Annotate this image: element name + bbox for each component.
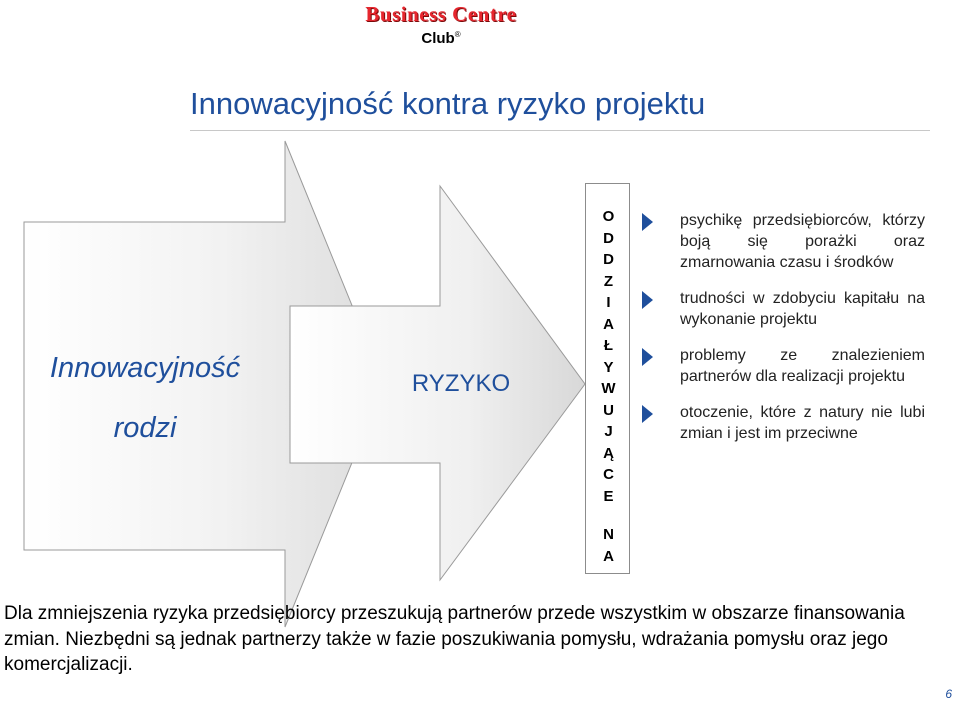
vertical-letter: O	[602, 208, 615, 225]
list-item	[640, 402, 925, 444]
bullet-text: psychikę przedsiębiorców, którzy boją się porażki oraz zmarnowania czasu i środków	[680, 212, 925, 271]
page-title: Innowacyjność kontra ryzyko projektu	[190, 86, 706, 121]
summary-paragraph: Dla zmniejszenia ryzyka przedsiębiorcy przeszukują partnerów przede wszystkim w obszarze finansowania zmian. Niezbędni są jednak partnerzy także w fazie poszukiwania pomysłu, wdrażania pomysłu oraz jego komercjalizacji.	[4, 603, 905, 675]
vertical-letter: Z	[603, 272, 614, 290]
vertical-word-2	[586, 524, 631, 567]
list-item	[640, 288, 925, 330]
vertical-letter: A	[603, 547, 614, 565]
vertical-letter: D	[603, 229, 614, 247]
innovation-block	[30, 338, 260, 458]
vertical-word-1	[586, 206, 631, 507]
vertical-letter: U	[603, 401, 614, 419]
vertical-letter: W	[601, 380, 616, 397]
vertical-letter: J	[604, 423, 613, 440]
logo-line2: Club®	[421, 30, 461, 47]
page-number: 6	[945, 687, 952, 701]
vertical-word-box	[585, 183, 630, 574]
list-item	[640, 210, 925, 273]
innovation-verb: rodzi	[113, 412, 177, 444]
vertical-letter: N	[603, 526, 614, 543]
innovation-label: Innowacyjność	[49, 352, 241, 384]
vertical-letter: E	[603, 487, 614, 505]
vertical-letter: Ą	[603, 444, 614, 462]
bullet-text: problemy ze znalezieniem partnerów dla realizacji projektu	[680, 347, 925, 385]
vertical-letter: C	[603, 466, 614, 483]
bullet-arrow-icon	[642, 213, 653, 231]
bullet-text: trudności w zdobyciu kapitału na wykonanie projektu	[680, 290, 925, 328]
bullet-list	[640, 210, 925, 459]
bullet-text: otoczenie, które z natury nie lubi zmian i jest im przeciwne	[680, 404, 925, 442]
vertical-letter: I	[606, 294, 611, 311]
vertical-letter: A	[603, 315, 614, 333]
bullet-arrow-icon	[642, 348, 653, 366]
vertical-letter: Ł	[603, 337, 614, 354]
vertical-letter: Y	[603, 358, 614, 376]
risk-label: RYZYKO	[411, 370, 511, 397]
bullet-arrow-icon	[642, 291, 653, 309]
logo-line1: Business Centre	[365, 2, 517, 26]
vertical-letter: D	[603, 251, 614, 268]
list-item	[640, 345, 925, 387]
bullet-arrow-icon	[642, 405, 653, 423]
